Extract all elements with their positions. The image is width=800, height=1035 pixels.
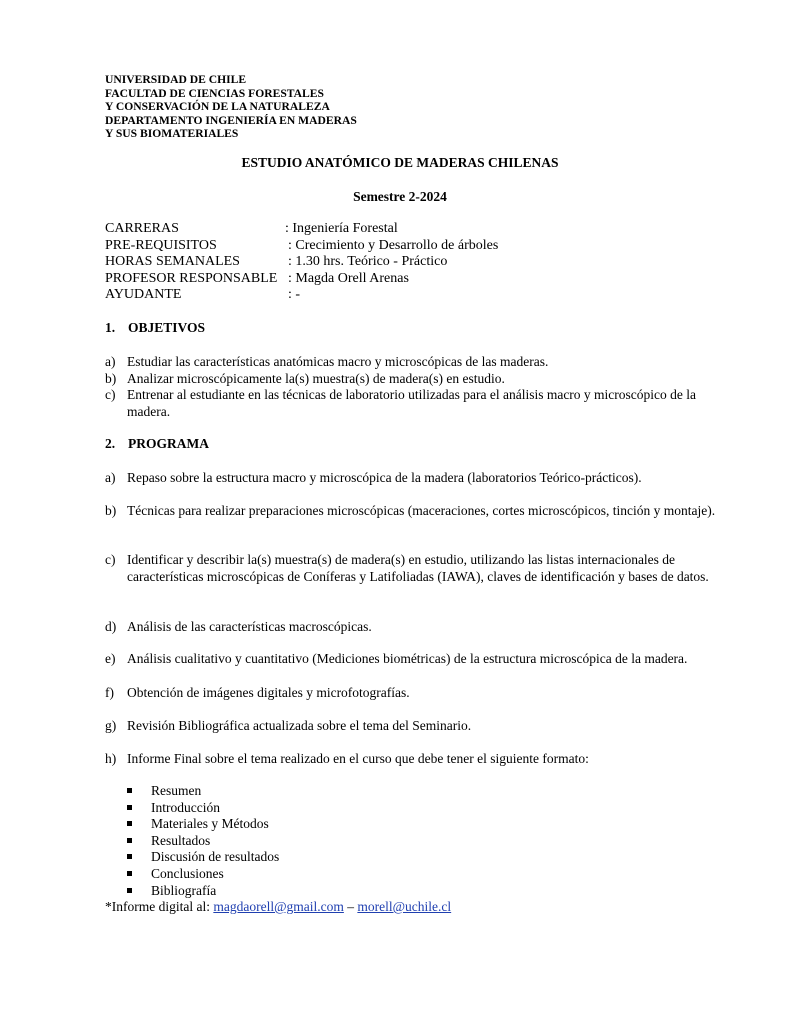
- document-title: ESTUDIO ANATÓMICO DE MADERAS CHILENAS: [241, 155, 559, 170]
- info-key: PRE-REQUISITOS: [105, 237, 217, 253]
- list-marker: a): [105, 470, 116, 485]
- header-line: DEPARTAMENTO INGENIERÍA EN MADERAS: [105, 113, 357, 127]
- list-marker: b): [105, 503, 117, 518]
- list-text: Análisis de las características macroscópicas.: [127, 619, 372, 634]
- header-line: Y CONSERVACIÓN DE LA NATURALEZA: [105, 100, 330, 114]
- list-item: [105, 503, 720, 520]
- square-bullet-icon: [127, 821, 132, 826]
- list-item: [105, 685, 720, 702]
- section-title: PROGRAMA: [128, 436, 209, 451]
- list-text: Técnicas para realizar preparaciones microscópicas (maceraciones, cortes microscópicos, tinción y montaje).: [127, 503, 716, 518]
- list-item: [105, 354, 720, 371]
- square-bullet-icon: [127, 871, 132, 876]
- header-line: FACULTAD DE CIENCIAS FORESTALES: [105, 86, 324, 100]
- list-text: Obtención de imágenes digitales y microfotografías.: [127, 685, 410, 700]
- info-value: : -: [288, 287, 301, 303]
- info-value: : Ingeniería Forestal: [285, 221, 398, 236]
- square-bullet-icon: [127, 838, 132, 843]
- format-item-text: Resumen: [151, 783, 202, 798]
- semester-label: Semestre 2-2024: [353, 189, 447, 204]
- list-text: Análisis cualitativo y cuantitativo (Mediciones biométricas) de la estructura microscópica de la madera.: [127, 651, 688, 666]
- list-marker: f): [105, 685, 114, 700]
- digital-report-note: [105, 899, 451, 915]
- info-key: CARRERAS: [105, 221, 179, 236]
- list-item: [105, 619, 720, 636]
- list-marker: g): [105, 718, 117, 733]
- info-key: AYUDANTE: [105, 287, 182, 303]
- square-bullet-icon: [127, 788, 132, 793]
- info-value: : Magda Orell Arenas: [288, 270, 409, 286]
- section-number: 2.: [105, 436, 116, 451]
- square-bullet-icon: [127, 888, 132, 893]
- email-link-gmail[interactable]: magdaorell@gmail.com: [213, 899, 344, 914]
- list-text: Revisión Bibliográfica actualizada sobre el tema del Seminario.: [127, 718, 472, 733]
- email-link-uchile[interactable]: morell@uchile.cl: [357, 899, 452, 914]
- list-marker: h): [105, 751, 117, 766]
- section-heading-objetivos: [105, 320, 205, 336]
- list-marker: a): [105, 354, 116, 369]
- list-text: Identificar y describir la(s) muestra(s) de madera(s) en estudio, utilizando las listas internacionales de características microscópicas de Coníferas y Latifoliadas (IAWA), claves de identificación y bases de datos.: [127, 552, 709, 584]
- list-item: [105, 751, 720, 768]
- header-line: UNIVERSIDAD DE CHILE: [105, 73, 247, 86]
- list-item: [105, 470, 720, 487]
- list-item: [105, 552, 720, 585]
- list-marker: c): [105, 387, 116, 402]
- list-marker: b): [105, 371, 117, 386]
- section-heading-programa: [105, 436, 209, 452]
- format-item-text: Conclusiones: [151, 865, 224, 881]
- info-key: PROFESOR RESPONSABLE: [105, 270, 278, 286]
- institution-header: [105, 73, 357, 141]
- list-marker: d): [105, 619, 117, 634]
- format-item-text: Resultados: [151, 832, 211, 848]
- list-item: [105, 387, 720, 420]
- square-bullet-icon: [127, 854, 132, 859]
- info-value: : 1.30 hrs. Teórico - Práctico: [288, 254, 448, 270]
- list-text: Estudiar las características anatómicas macro y microscópicas de las maderas.: [127, 354, 549, 369]
- section-number: 1.: [105, 320, 116, 335]
- list-item: [105, 651, 720, 668]
- header-line: Y SUS BIOMATERIALES: [105, 127, 239, 141]
- format-item-text: Discusión de resultados: [151, 849, 280, 865]
- list-text: Entrenar al estudiante en las técnicas de laboratorio utilizadas para el análisis macro y microscópico de la madera.: [127, 387, 697, 419]
- square-bullet-icon: [127, 805, 132, 810]
- section-title: OBJETIVOS: [128, 320, 206, 335]
- list-item: [105, 371, 720, 388]
- footer-prefix: *Informe digital al:: [105, 899, 214, 914]
- info-key: HORAS SEMANALES: [105, 254, 240, 270]
- list-text: Analizar microscópicamente la(s) muestra(s) de madera(s) en estudio.: [127, 371, 505, 386]
- footer-separator: –: [343, 899, 358, 914]
- list-item: [105, 718, 720, 735]
- format-item-text: Introducción: [151, 799, 220, 815]
- info-value: : Crecimiento y Desarrollo de árboles: [288, 237, 499, 253]
- list-marker: c): [105, 552, 116, 567]
- list-marker: e): [105, 651, 116, 666]
- list-text: Repaso sobre la estructura macro y microscópica de la madera (laboratorios Teórico-prácticos).: [127, 470, 642, 485]
- list-text: Informe Final sobre el tema realizado en el curso que debe tener el siguiente formato:: [127, 751, 589, 766]
- format-item-text: Materiales y Métodos: [151, 816, 269, 832]
- format-item-text: Bibliografía: [151, 882, 217, 898]
